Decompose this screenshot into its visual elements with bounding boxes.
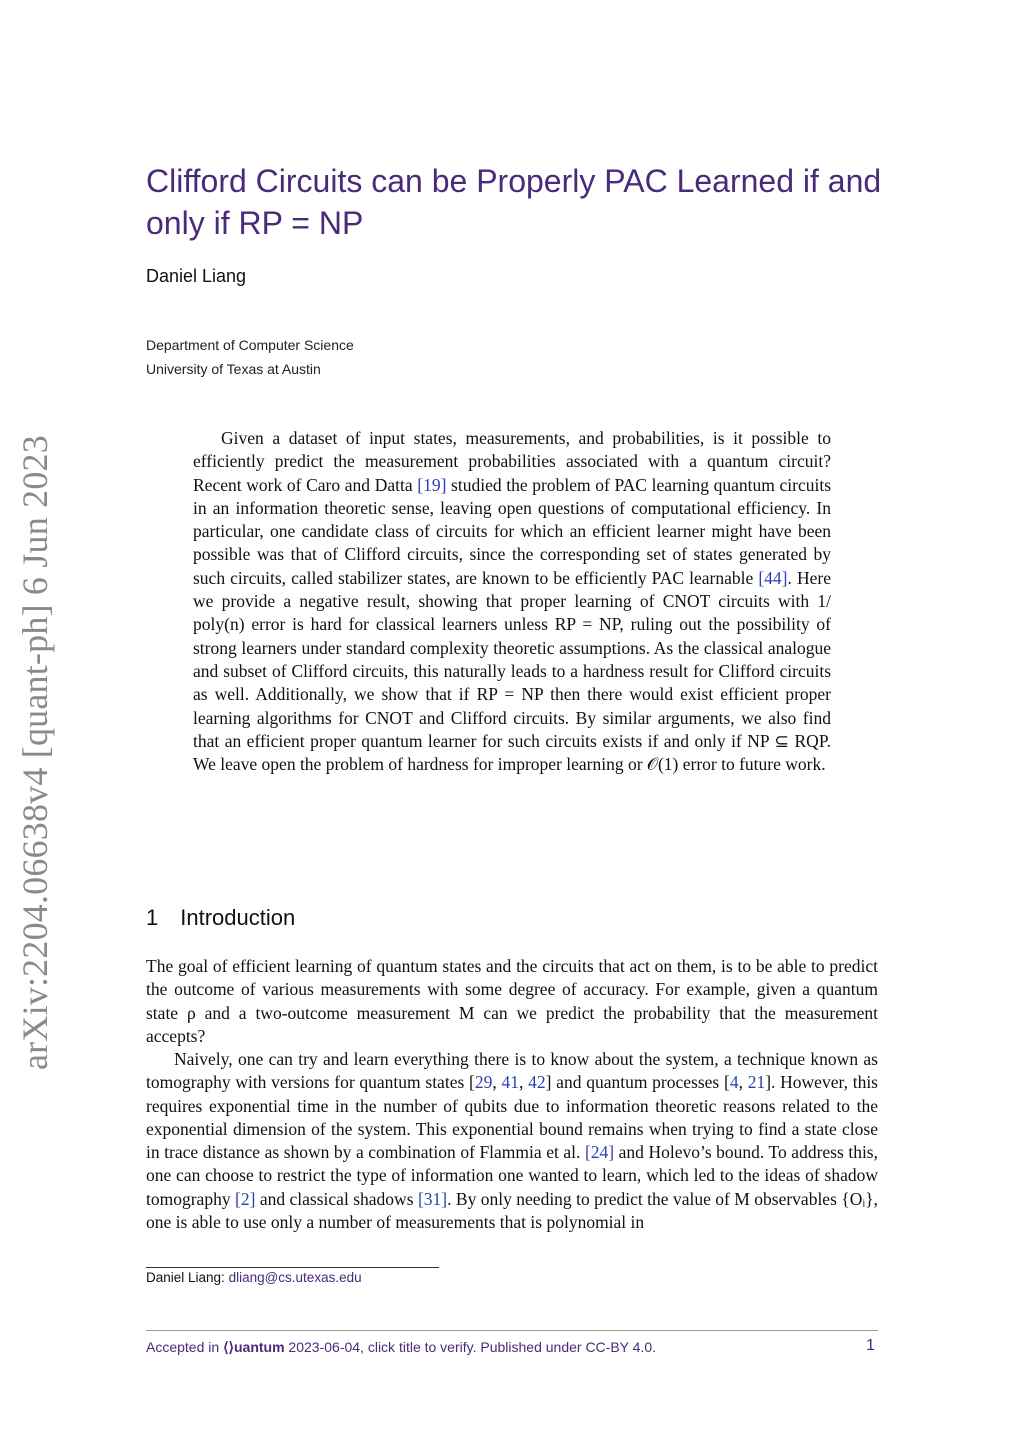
paragraph-text: and classical shadows bbox=[255, 1188, 418, 1209]
abstract bbox=[193, 427, 831, 776]
citation-link[interactable]: [44] bbox=[758, 567, 788, 588]
citation-link[interactable]: 21 bbox=[747, 1072, 766, 1093]
citation-link[interactable]: [2] bbox=[235, 1188, 256, 1209]
abstract-text: studied the problem of PAC learning quantum circuits in an information theoretic sense, leaving open questions of computational efficiency. In particular, one candidate class of circuits for which an efficient learner might have been possible was that of Clifford circuits, since the corresponding set of states generated by such circuits, called stabilizer states, are known to be efficiently PAC learnable bbox=[193, 474, 831, 588]
affiliation-department: Department of Computer Science bbox=[146, 337, 354, 353]
paragraph-text: ]. However, this requires exponential time in the number of qubits due to information theoretic reasons related to the exponential dimension of the system. This exponential bound remains when trying to find a state close in trace distance as shown by a combination of Flammia et al. bbox=[146, 1072, 878, 1163]
footer-suffix: 2023-06-04, click title to verify. Published under CC-BY 4.0. bbox=[284, 1339, 656, 1355]
paragraph-text: ] and quantum processes [ bbox=[545, 1072, 730, 1093]
abstract-text: . Here we provide a negative result, showing that proper learning of CNOT circuits with 1/ poly(n) error is hard for classical learners unless RP = NP, ruling out the possibility of strong learners under standard complexity theoretic assumptions. As the classical analogue and subset of Clifford circuits, this naturally leads to a hardness result for Clifford circuits as well. Additionally, we show that if RP = NP then there would exist efficient proper learning algorithms for CNOT and Clifford circuits. By similar arguments, we also find that an efficient proper quantum learner for such circuits exists if and only if NP ⊆ RQP. We leave open the problem of hardness for improper learning or 𝒪(1) error to future work. bbox=[193, 567, 831, 775]
paragraph-text: , bbox=[492, 1072, 502, 1093]
citation-link[interactable]: [19] bbox=[417, 474, 447, 495]
citation-link[interactable]: 42 bbox=[528, 1072, 546, 1093]
affiliation-university: University of Texas at Austin bbox=[146, 361, 321, 377]
intro-paragraph-2 bbox=[146, 1048, 878, 1234]
page-number: 1 bbox=[866, 1337, 875, 1354]
arxiv-identifier-stamp: arXiv:2204.06638v4 [quant-ph] 6 Jun 2023 bbox=[15, 435, 55, 1070]
author-affiliation bbox=[146, 333, 354, 381]
citation-link[interactable]: 4 bbox=[729, 1072, 739, 1093]
citation-link[interactable]: 41 bbox=[501, 1072, 519, 1093]
footer-prefix: Accepted in bbox=[146, 1339, 224, 1355]
quantum-journal-logo: ⟨⟩uantum bbox=[223, 1339, 285, 1355]
citation-link[interactable]: [24] bbox=[584, 1142, 615, 1163]
section-heading-introduction bbox=[146, 905, 295, 931]
intro-paragraph-1: The goal of efficient learning of quantum states and the circuits that act on them, is to be able to predict the outcome of various measurements with some degree of accuracy. For example, given a quantum state ρ and a two-outcome measurement M can we predict the probability that the measurement accepts? bbox=[146, 956, 878, 1046]
author-email-link[interactable]: dliang@cs.utexas.edu bbox=[228, 1270, 362, 1285]
footnote-divider bbox=[146, 1267, 439, 1268]
abstract-text: Given a dataset of input states, measurements, and probabilities, is it possible to efficiently predict the measurement probabilities associated with a quantum circuit? Recent work of Caro and Datta bbox=[193, 428, 831, 495]
paragraph-text: , bbox=[738, 1072, 748, 1093]
footnote bbox=[146, 1270, 362, 1285]
paragraph-text: , bbox=[518, 1072, 529, 1093]
paragraph-text: Naively, one can try and learn everything there is to know about the system, a technique known as tomography with versions for quantum states [ bbox=[146, 1049, 878, 1093]
citation-link[interactable]: 29 bbox=[474, 1072, 493, 1093]
author-name: Daniel Liang bbox=[146, 266, 247, 286]
footer-acceptance-note[interactable] bbox=[146, 1339, 656, 1356]
paragraph-text: . By only needing to predict the value of M observables {Oᵢ}, one is able to use only a number of measurements that is polynomial in bbox=[146, 1188, 878, 1233]
section-title: Introduction bbox=[180, 905, 296, 930]
paper-title[interactable]: Clifford Circuits can be Properly PAC Learned if and only if RP = NP bbox=[146, 163, 882, 241]
paragraph-text: and Holevo’s bound. To address this, one can choose to restrict the type of information one wanted to learn, which led to the ideas of shadow tomography bbox=[146, 1142, 878, 1209]
section-number: 1 bbox=[146, 905, 159, 930]
footer-divider bbox=[146, 1330, 878, 1331]
footnote-label: Daniel Liang: bbox=[146, 1270, 229, 1285]
citation-link[interactable]: [31] bbox=[417, 1188, 448, 1209]
